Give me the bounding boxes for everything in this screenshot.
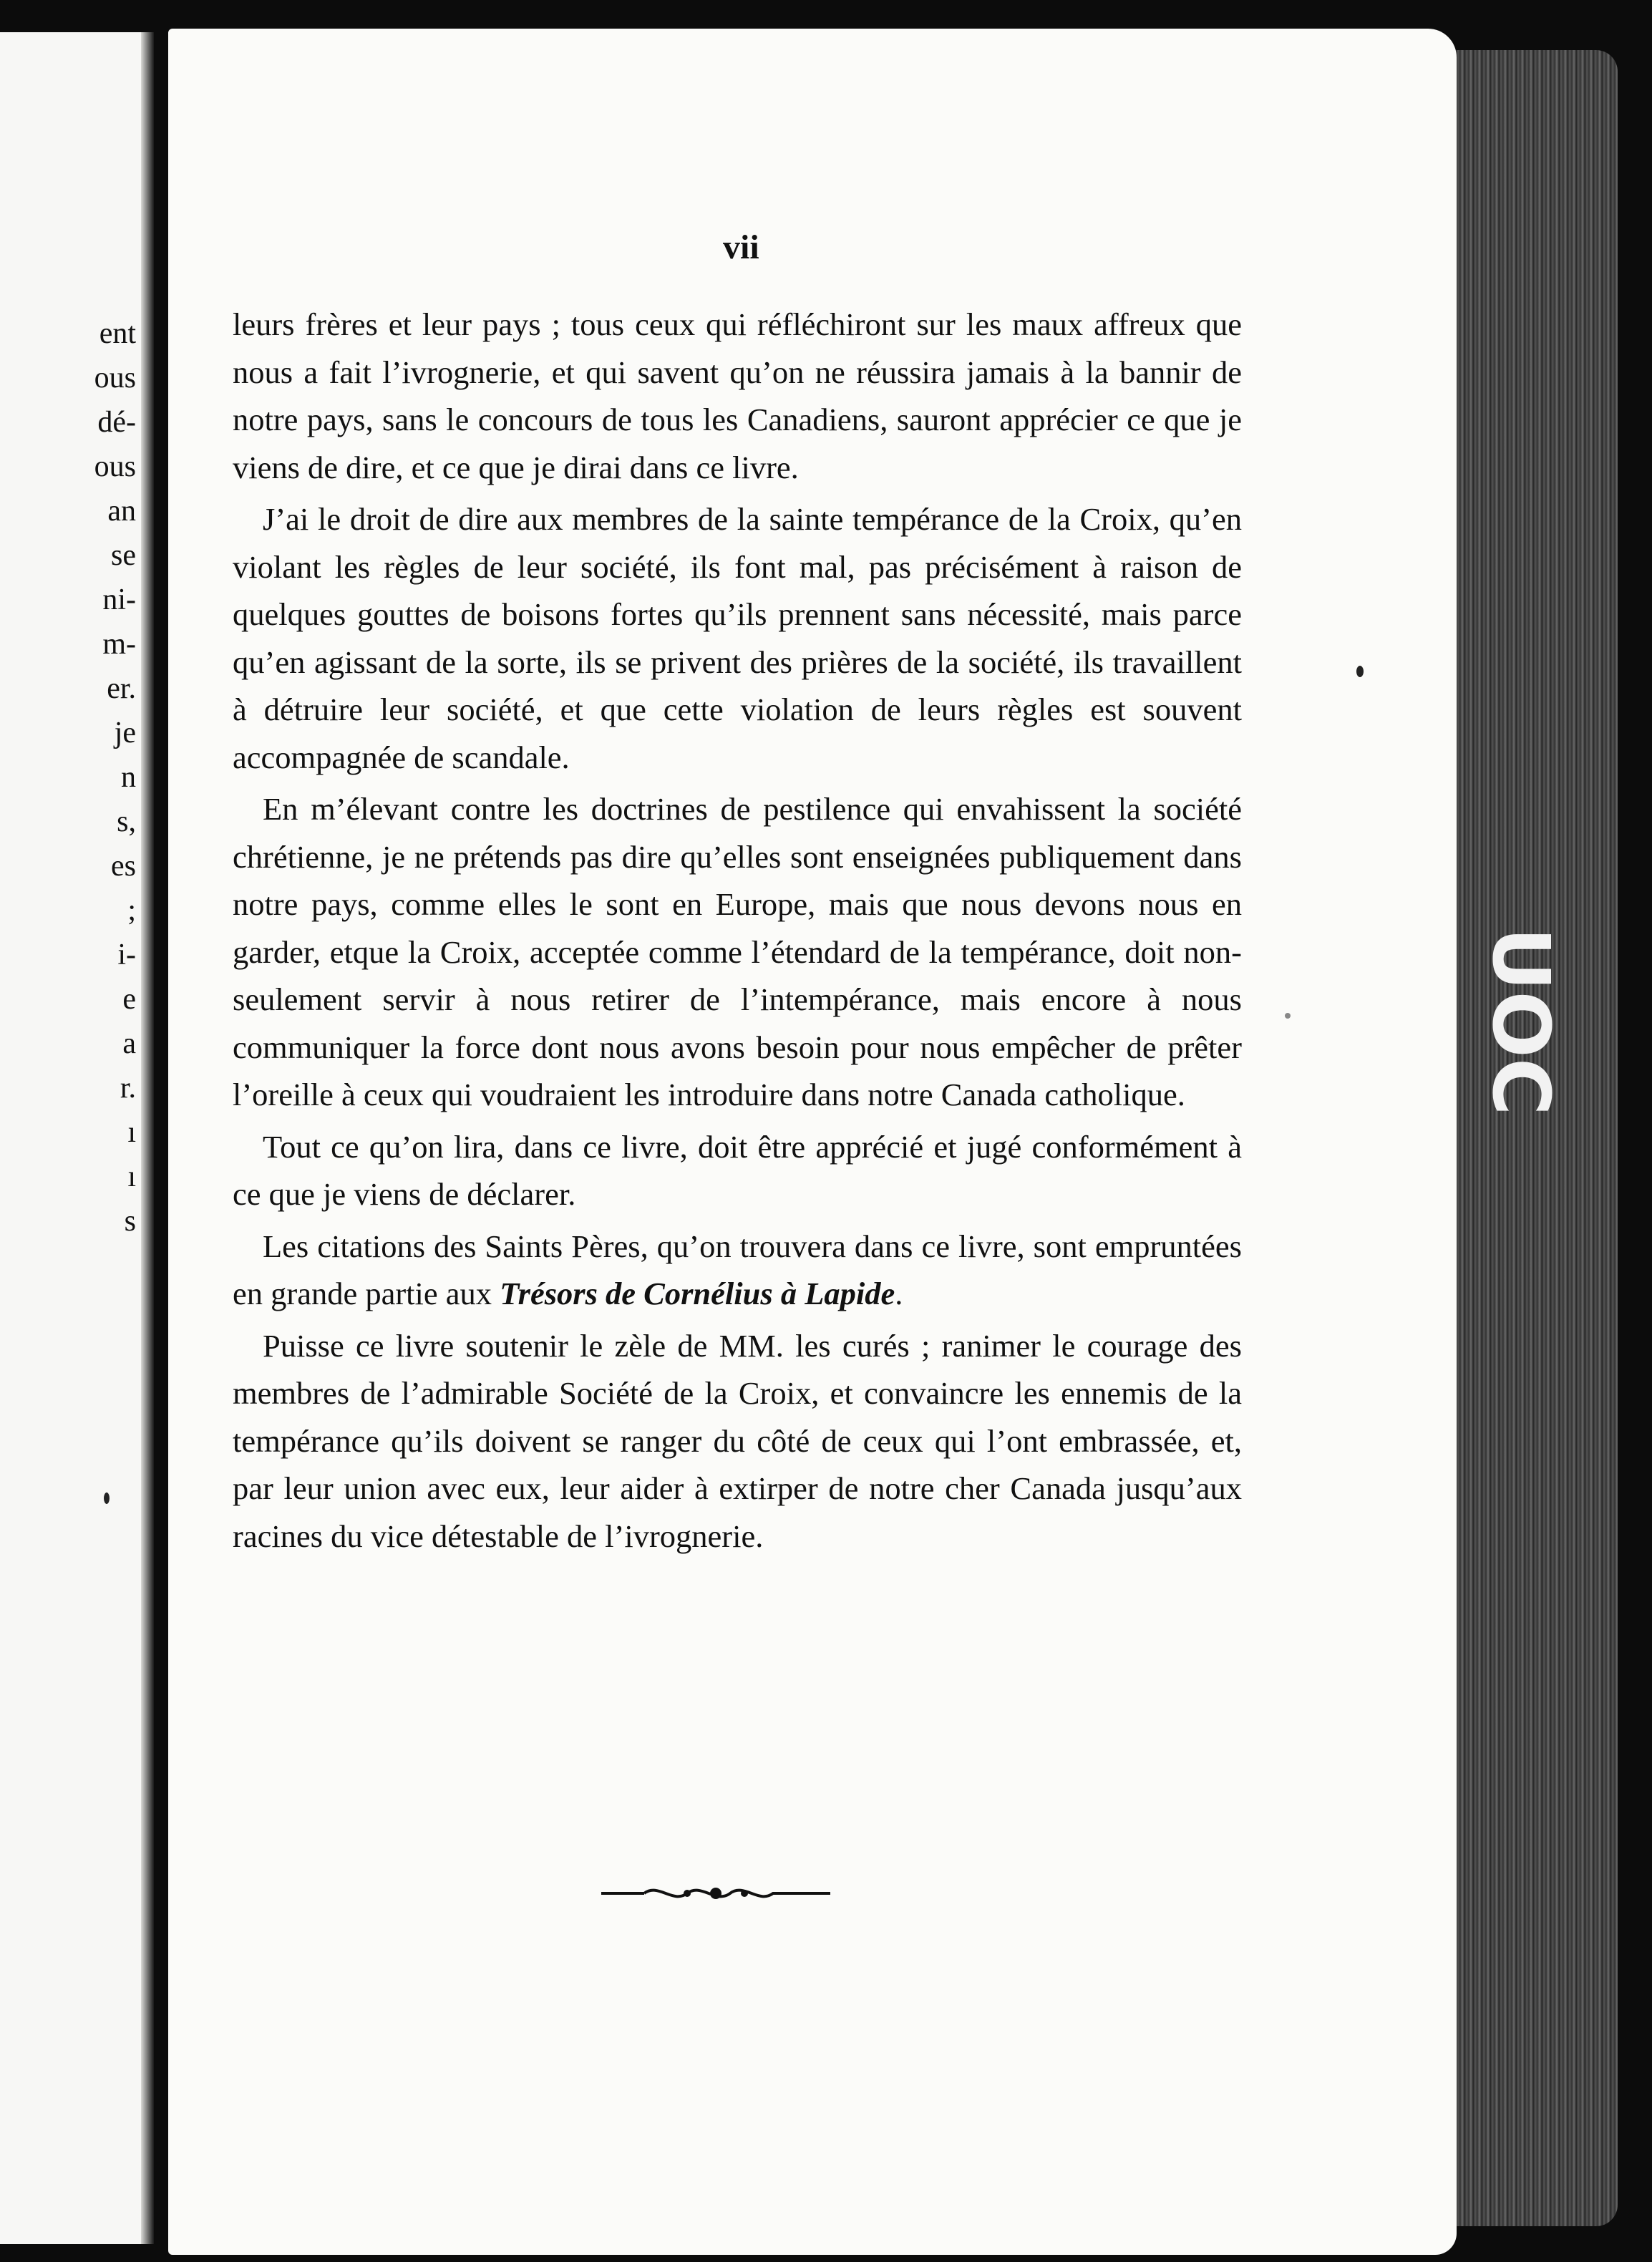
book-page-edge	[1439, 50, 1618, 2226]
left-fragment: ;	[127, 894, 136, 927]
left-fragment: se	[111, 539, 136, 572]
left-fragment: e	[122, 983, 136, 1016]
left-fragment: je	[114, 717, 136, 749]
paragraph: En m’élevant contre les doctrines de pestilence qui envahissent la société chrétienne, je ne prétends pas dire qu’elles sont enseignées publiquement dans notre pays, comme elles le sont en Europe, mais que nous devons nous en garder, etque la Croix, acceptée comme l’étendard de la tempérance, doit non-seulement servir à nous retirer de l’intempérance, mais encore à nous communiquer la force dont nous avons besoin pour nous empêcher de prêter l’oreille à ceux qui voudraient les introduire dans notre Canada catholique.	[233, 791, 1242, 1112]
paragraph: Puisse ce livre soutenir le zèle de MM. les curés ; ranimer le courage des membres de l’admirable Société de la Croix, et convaincre les ennemis de la tempérance qu’ils doivent se ranger du côté de ceux qui l’ont embrassée, et, par leur union avec eux, leur aider à extirper de notre cher Canada jusqu’aux racines du vice détestable de l’ivrognerie.	[233, 1327, 1242, 1554]
margin-mark	[1285, 1013, 1291, 1019]
ornament-divider	[601, 1879, 830, 1908]
body-text	[233, 301, 1242, 1564]
left-fragment: i-	[117, 938, 136, 971]
page-number: vii	[723, 228, 759, 266]
paragraph: Tout ce qu’on lira, dans ce livre, doit être apprécié et jugé conformément à ce que je viens de déclarer.	[233, 1128, 1242, 1212]
citation-end: .	[895, 1276, 903, 1311]
left-fragment: m-	[102, 628, 136, 661]
left-page-fragments	[0, 311, 136, 1243]
paragraph: leurs frères et leur pays ; tous ceux qui réfléchiront sur les maux affreux que nous a fait l’ivrognerie, et qui savent qu’on ne réussira jamais à la bannir de notre pays, sans le concours de tous les Canadiens, sauront apprécier ce que je viens de dire, et ce que je dirai dans ce livre.	[233, 306, 1242, 485]
left-fragment: es	[111, 850, 136, 883]
left-fragment: s,	[117, 805, 136, 838]
left-page	[0, 32, 147, 2244]
left-fragment: ous	[94, 450, 136, 483]
left-fragment: ous	[94, 361, 136, 394]
left-fragment: ent	[99, 317, 136, 350]
citation-text: Les citations des Saints Pères, qu’on trouvera dans ce livre, sont empruntées en grande partie aux	[233, 1228, 1242, 1311]
left-fragment: ı	[127, 1116, 136, 1149]
paragraph: J’ai le droit de dire aux membres de la sainte tempérance de la Croix, qu’en violant les règles de leur société, ils font mal, pas précisément à raison de quelques gouttes de boisons fortes qu’ils prennent sans nécessité, mais parce qu’en agissant de la sorte, ils se privent des prières de la société, ils travaillent à détruire leur société, et que cette violation de leurs règles est souvent accompagnée de scandale.	[233, 501, 1242, 775]
left-fragment: an	[107, 495, 136, 528]
left-fragment: s	[124, 1205, 136, 1238]
page-gutter	[141, 32, 154, 2244]
edge-stamp	[1478, 927, 1564, 991]
left-fragment: dé-	[97, 406, 136, 439]
left-fragment: ı	[127, 1160, 136, 1193]
citation-paragraph	[233, 1223, 1242, 1318]
left-fragment: a	[122, 1027, 136, 1060]
citation-title: Trésors de Cornélius à Lapide	[500, 1276, 895, 1311]
margin-mark	[104, 1492, 110, 1504]
left-fragment: r.	[120, 1072, 136, 1105]
left-fragment: ni-	[102, 583, 136, 616]
left-fragment: n	[121, 761, 136, 794]
margin-mark	[1356, 666, 1364, 677]
left-fragment: er.	[107, 672, 136, 705]
